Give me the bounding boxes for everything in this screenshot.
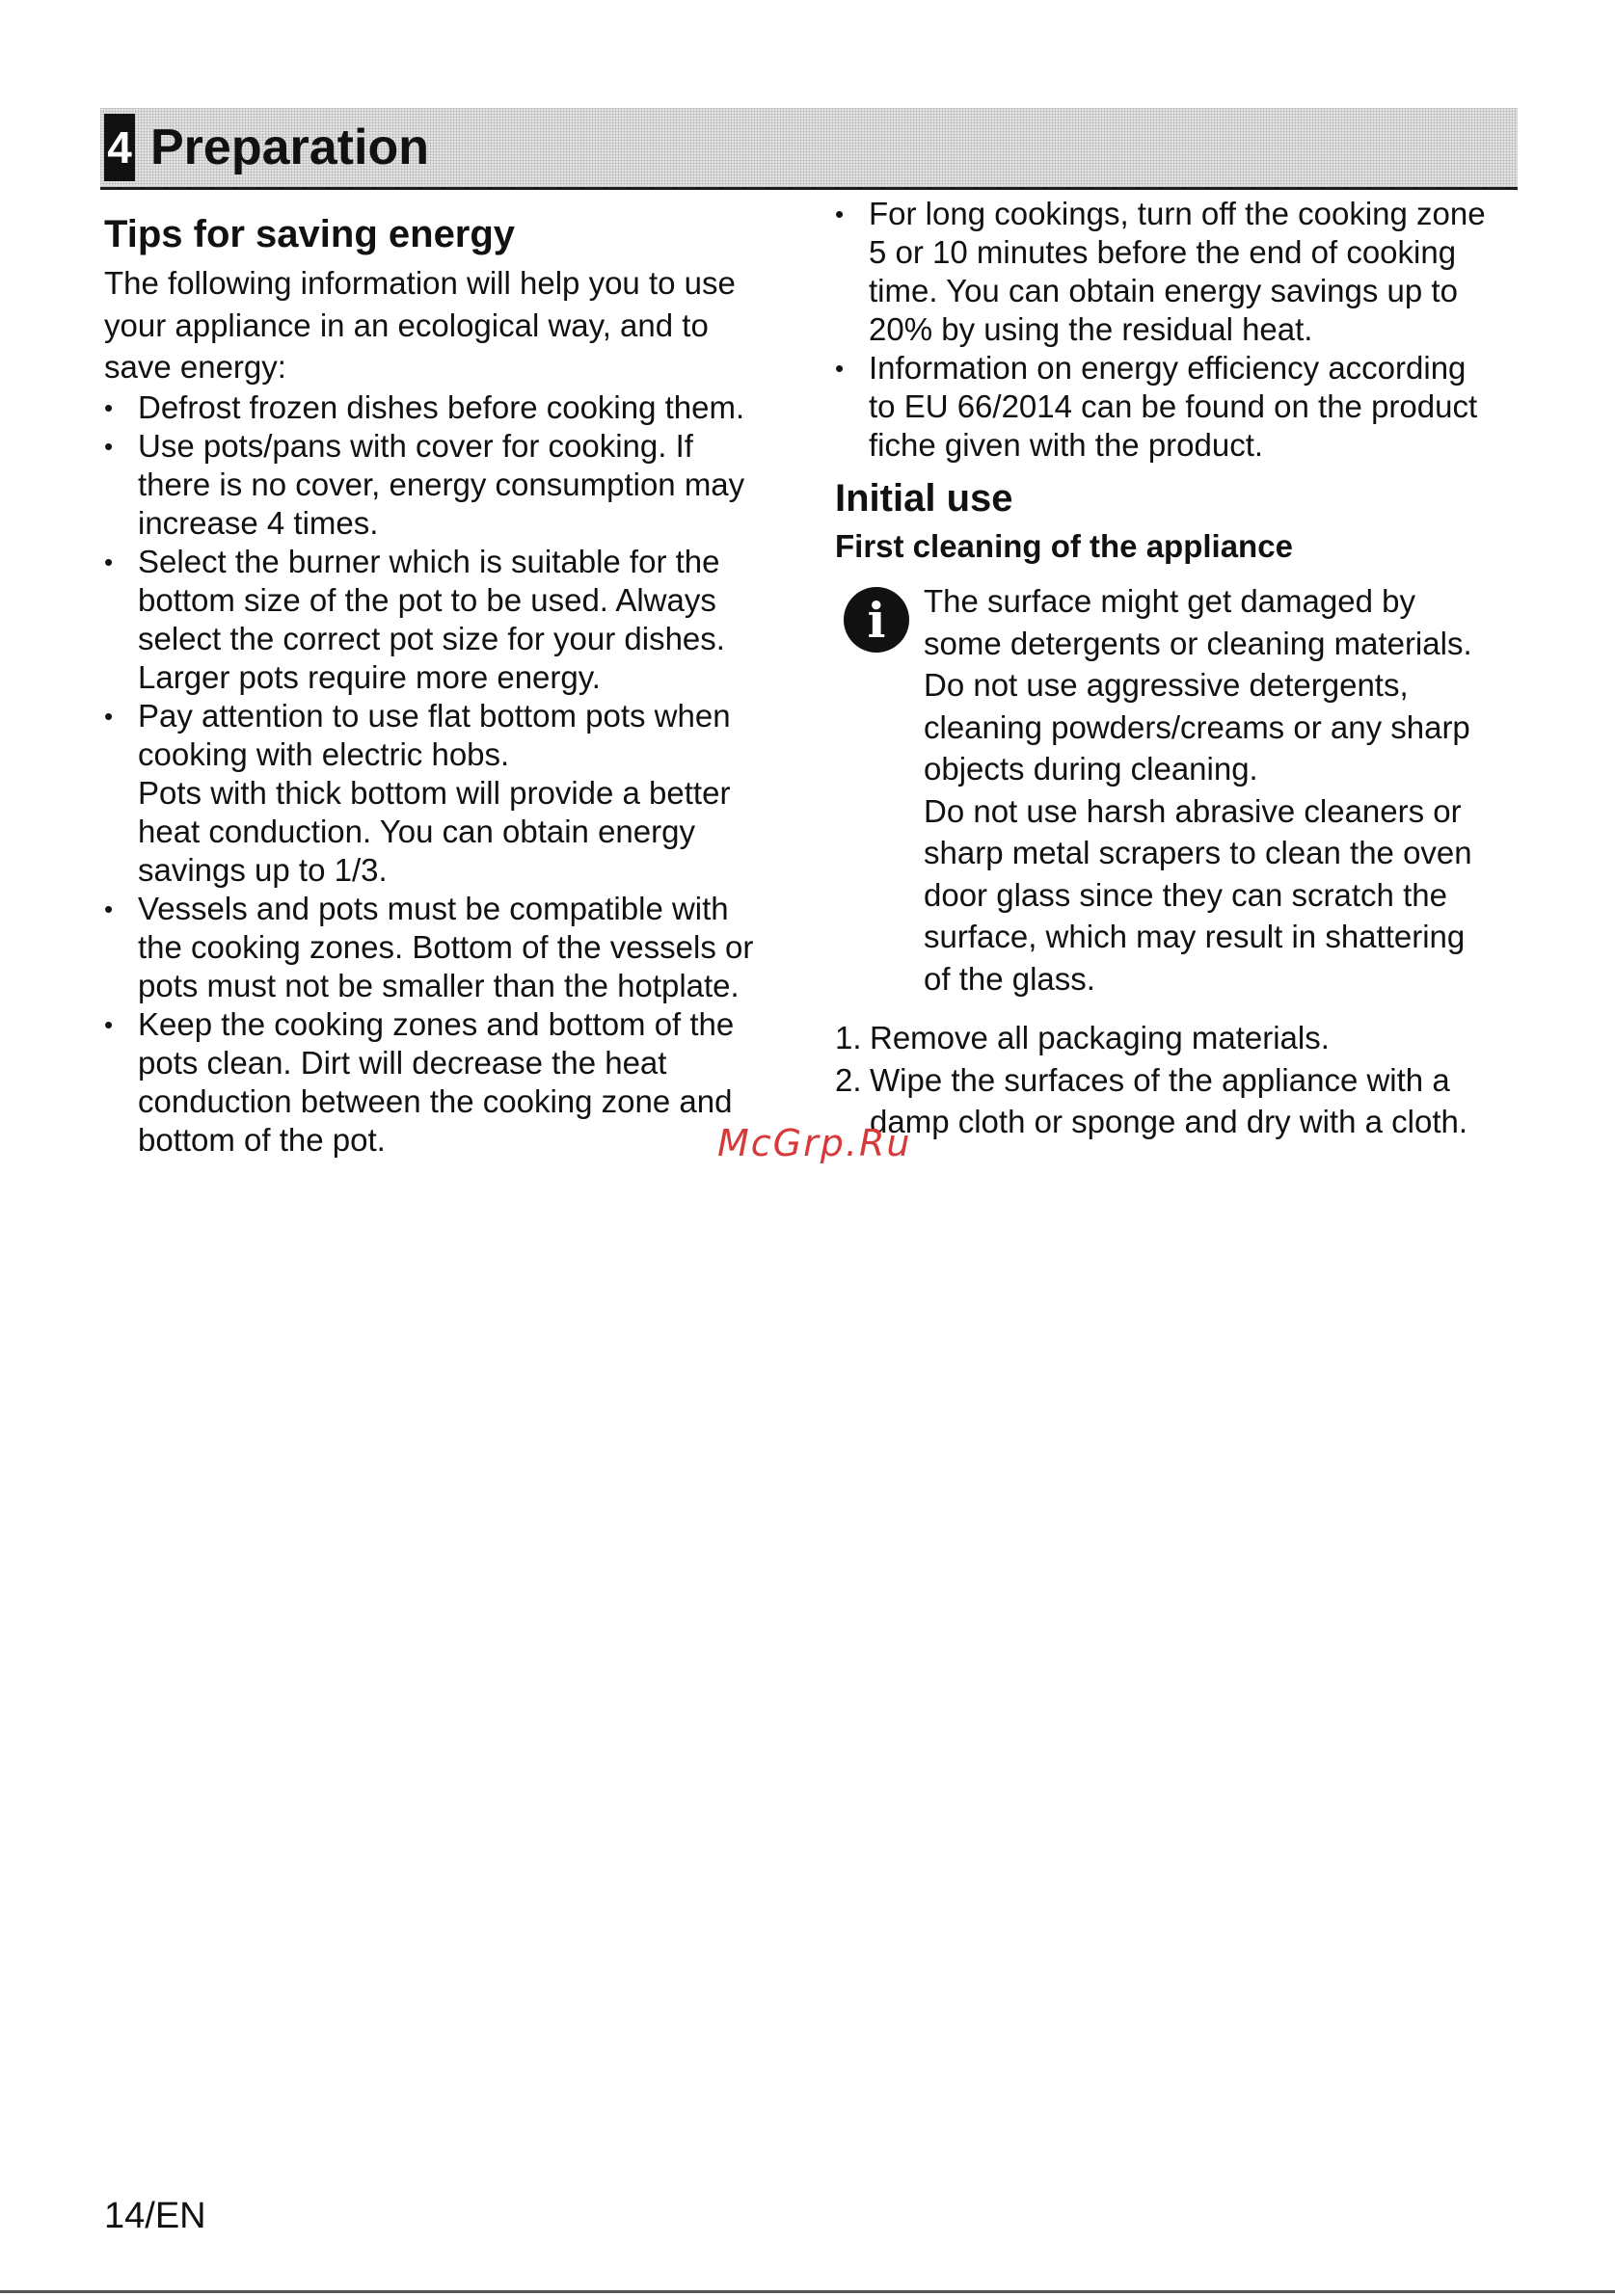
initial-use-heading: Initial use (835, 477, 1013, 520)
bullet-icon: • (104, 701, 114, 731)
list-item (835, 195, 1520, 349)
bullet-icon: • (835, 200, 845, 228)
tips-list (104, 388, 779, 1160)
list-item-line: Use pots/pans with cover for cooking. If (138, 427, 693, 464)
note-line: Do not use aggressive detergents, (924, 667, 1409, 703)
first-cleaning-subheading: First cleaning of the appliance (835, 528, 1293, 564)
page-number: 14/EN (104, 2196, 206, 2236)
list-item-line: bottom size of the pot to be used. Always (138, 581, 716, 618)
bullet-icon: • (104, 547, 114, 576)
list-item-line: fiche given with the product. (869, 427, 1264, 463)
note-line: door glass since they can scratch the (924, 876, 1447, 913)
list-item-line: time. You can obtain energy savings up to (869, 273, 1458, 308)
step-line: Remove all packaging materials. (870, 1020, 1330, 1055)
list-item (104, 890, 779, 1005)
bullet-icon: • (104, 894, 114, 923)
step-line: damp cloth or sponge and dry with a cloth. (870, 1104, 1468, 1139)
note-line: The surface might get damaged by (924, 583, 1415, 619)
list-item-line: pots must not be smaller than the hotplate. (138, 967, 740, 1003)
bullet-icon: • (835, 354, 845, 383)
chapter-number: 4 (104, 114, 135, 181)
step-item (835, 1017, 1520, 1059)
list-item-line: Select the burner which is suitable for the (138, 543, 720, 579)
step-item (835, 1059, 1520, 1143)
list-item (104, 388, 779, 427)
list-item-line: pots clean. Dirt will decrease the heat (138, 1044, 667, 1081)
note-line: objects during cleaning. (924, 751, 1258, 787)
list-item-line: cooking with electric hobs. (138, 735, 510, 772)
bullet-icon: • (104, 392, 114, 422)
step-number: 1. (835, 1020, 862, 1055)
list-item-line: the cooking zones. Bottom of the vessels or (138, 928, 754, 965)
list-item-line: 5 or 10 minutes before the end of cooking (869, 234, 1457, 270)
intro-line: save energy: (104, 349, 286, 385)
step-number: 2. (835, 1061, 862, 1098)
list-item-line: Vessels and pots must be compatible with (138, 890, 729, 926)
tips-heading: Tips for saving energy (104, 213, 516, 255)
bullet-icon: • (104, 1009, 114, 1039)
info-icon (843, 586, 910, 654)
step-line: Wipe the surfaces of the appliance with a (870, 1061, 1450, 1098)
right-column (835, 195, 1520, 1143)
chapter-title: Preparation (150, 120, 429, 175)
note-line: cleaning powders/creams or any sharp (924, 708, 1470, 745)
list-item-line: conduction between the cooking zone and (138, 1082, 733, 1119)
info-icon-letter: i (867, 592, 886, 649)
intro-paragraph (104, 262, 779, 388)
list-item-line: Pots with thick bottom will provide a better (138, 774, 731, 811)
list-item-line: Larger pots require more energy. (138, 658, 601, 695)
list-item-line: Defrost frozen dishes before cooking them. (138, 388, 745, 425)
list-item (104, 1005, 779, 1160)
cleaning-steps (835, 1017, 1520, 1143)
list-item (104, 697, 779, 890)
intro-line: your appliance in an ecological way, and to (104, 307, 709, 343)
list-item-line: to EU 66/2014 can be found on the product (869, 388, 1478, 424)
note-line: some detergents or cleaning materials. (924, 625, 1472, 661)
list-item-line: For long cookings, turn off the cooking zone (869, 196, 1486, 231)
watermark: McGrp.Ru (717, 1122, 912, 1164)
list-item-line: Keep the cooking zones and bottom of the (138, 1005, 735, 1042)
chapter-header (100, 108, 1518, 190)
list-item-line: bottom of the pot. (138, 1121, 386, 1158)
list-item-line: select the correct pot size for your dishes. (138, 620, 725, 656)
note-line: Do not use harsh abrasive cleaners or (924, 792, 1462, 829)
list-item-line: heat conduction. You can obtain energy (138, 813, 695, 849)
note-line: of the glass. (924, 960, 1095, 997)
info-note (835, 580, 1520, 1000)
bottom-divider (0, 2290, 1615, 2293)
note-line: surface, which may result in shattering (924, 919, 1466, 954)
list-item (104, 543, 779, 697)
list-item-line: Information on energy efficiency according (869, 350, 1467, 386)
list-item (835, 349, 1520, 465)
note-line: sharp metal scrapers to clean the oven (924, 835, 1472, 870)
list-item-line: increase 4 times. (138, 504, 379, 541)
intro-line: The following information will help you to use (104, 265, 736, 301)
bullet-icon: • (104, 431, 114, 461)
list-item-line: savings up to 1/3. (138, 851, 388, 888)
list-item-line: there is no cover, energy consumption may (138, 466, 745, 502)
list-item (104, 427, 779, 543)
list-item-line: Pay attention to use flat bottom pots when (138, 697, 731, 734)
list-item-line: 20% by using the residual heat. (869, 311, 1313, 347)
left-column (104, 206, 779, 1160)
tips-list-continued (835, 195, 1520, 465)
